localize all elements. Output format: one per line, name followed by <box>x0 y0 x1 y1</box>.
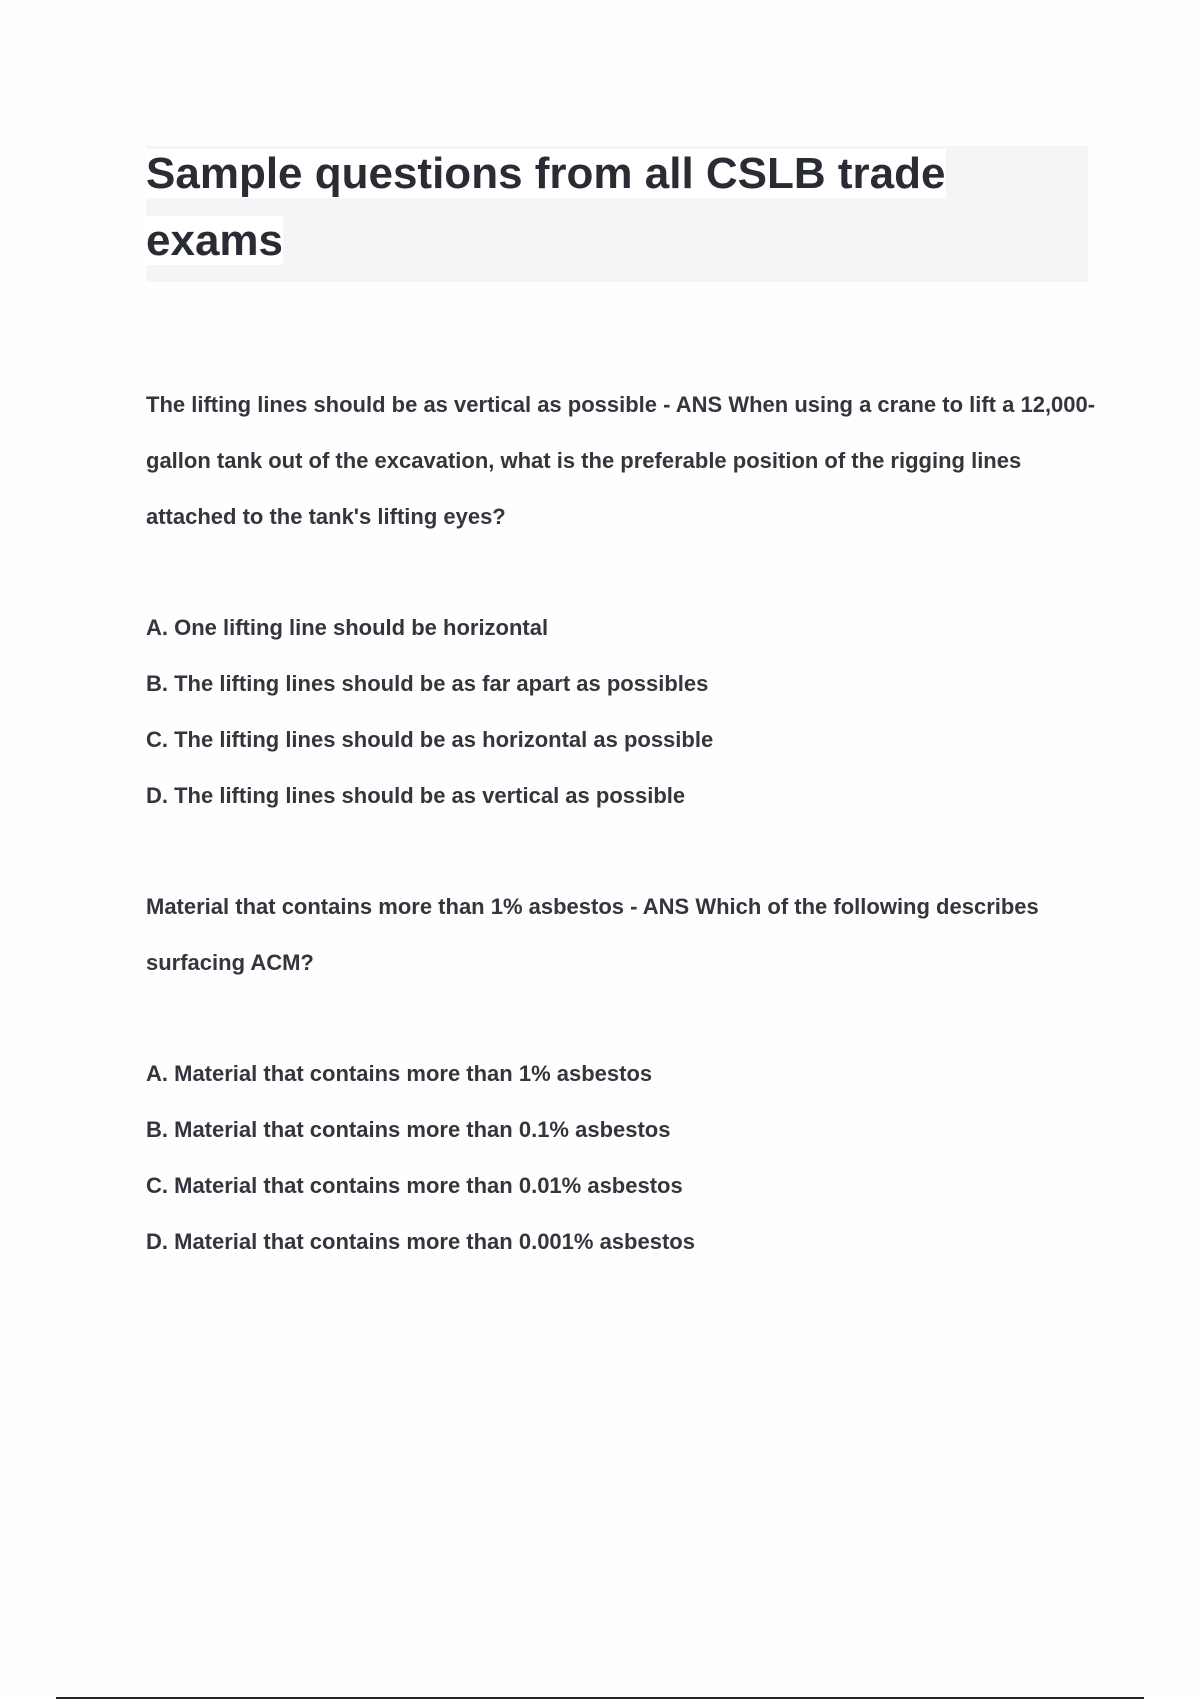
answer-option-c: C. Material that contains more than 0.01% asbestos <box>146 1173 683 1198</box>
question-text: The lifting lines should be as vertical as possible - ANS When using a crane to lift a 12,000-gallon tank out of the excavation, what is the preferable position of the rigging lines attached to the tank's lifting eyes? <box>146 392 1096 529</box>
answer-option-c: C. The lifting lines should be as horizontal as possible <box>146 727 714 752</box>
answer-option-a: A. Material that contains more than 1% asbestos <box>146 1061 653 1086</box>
answer-option-b: B. The lifting lines should be as far apart as possibles <box>146 671 709 696</box>
document-body <box>146 377 1096 1270</box>
answer-option-b: B. Material that contains more than 0.1% asbestos <box>146 1117 671 1142</box>
answer-options <box>146 1046 1096 1270</box>
question-block <box>146 377 1096 824</box>
answer-options <box>146 600 1096 824</box>
page-bottom-rule <box>56 1697 1144 1699</box>
question-block <box>146 879 1096 1270</box>
answer-option-d: D. The lifting lines should be as vertical as possible <box>146 783 686 808</box>
question-text: Material that contains more than 1% asbestos - ANS Which of the following describes surfacing ACM? <box>146 894 1039 975</box>
answer-option-a: A. One lifting line should be horizontal <box>146 615 549 640</box>
answer-option-d: D. Material that contains more than 0.001% asbestos <box>146 1229 695 1254</box>
page-title <box>146 140 1006 274</box>
page-title-text: Sample questions from all CSLB trade exams <box>146 149 946 265</box>
